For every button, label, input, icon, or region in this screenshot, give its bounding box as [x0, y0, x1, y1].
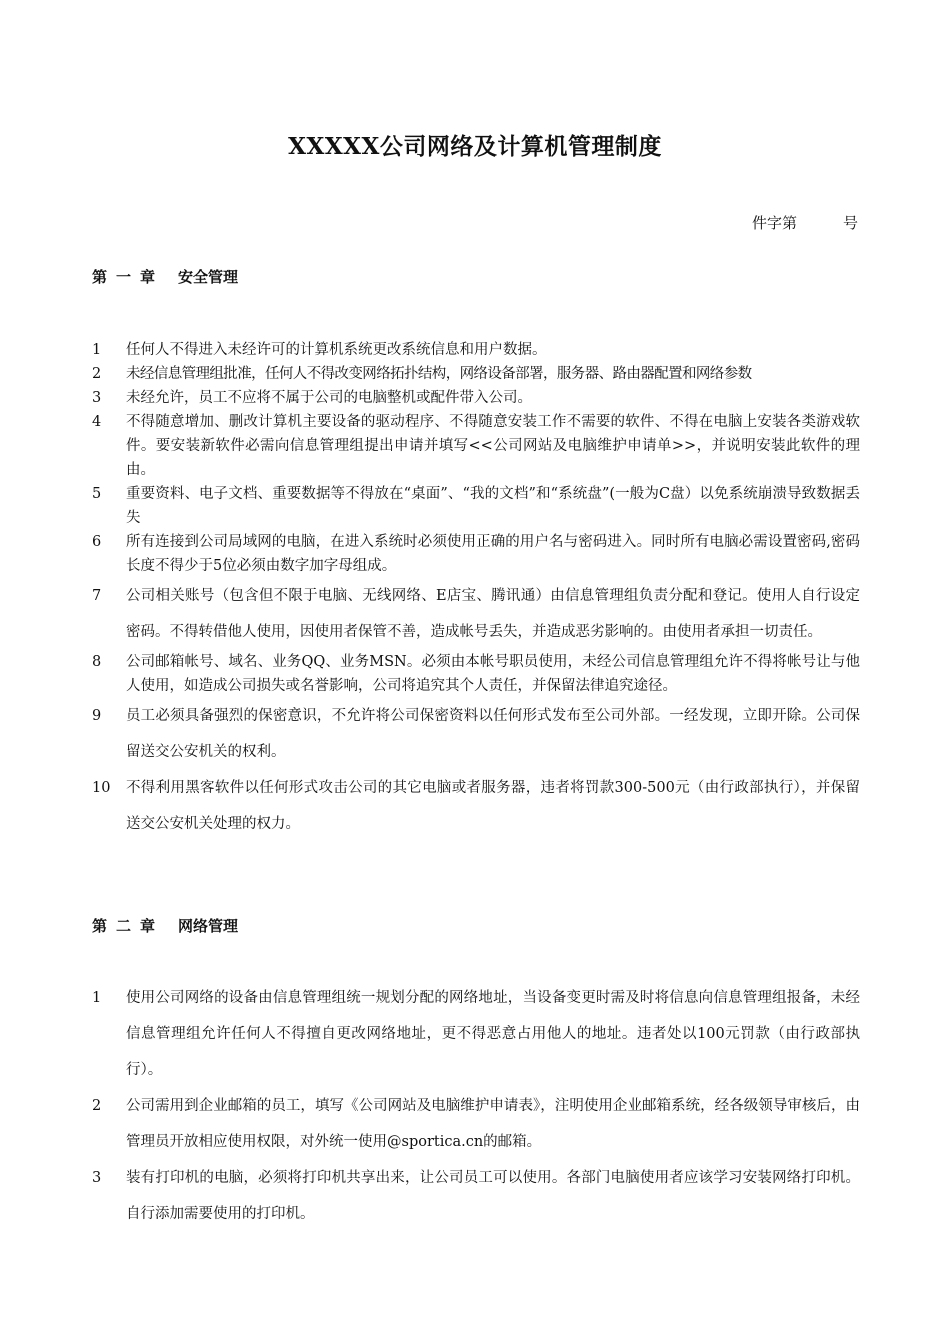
item-text: 员工必须具备强烈的保密意识，不允许将公司保密资料以任何形式发布至公司外部。一经发现，立即开除。公司保留送交公安机关的权利。 [126, 708, 860, 760]
item-number: 5 [92, 486, 102, 502]
chapter-name: 安全管理 [178, 268, 239, 286]
chapter-item-list [92, 338, 860, 842]
list-item [92, 410, 860, 482]
chapter-number: 第一章 [92, 268, 165, 286]
doc-number-suffix: 号 [842, 214, 858, 232]
list-item [92, 770, 860, 842]
item-number: 9 [92, 708, 102, 724]
list-item [92, 1160, 860, 1232]
list-item [92, 386, 860, 410]
item-number: 2 [92, 1098, 102, 1114]
item-text: 不得随意增加、删改计算机主要设备的驱动程序、不得随意安装工作不需要的软件、不得在电脑上安装各类游戏软件。要安装新软件必需向信息管理组提出申请并填写<<公司网站及电脑维护申请单>>，并说明安装此软件的理由。 [126, 414, 860, 478]
chapter-heading [92, 915, 238, 936]
item-number: 10 [92, 780, 111, 796]
item-text: 未经允许，员工不应将不属于公司的电脑整机或配件带入公司。 [126, 390, 532, 406]
item-text: 所有连接到公司局域网的电脑，在进入系统时必须使用正确的用户名与密码进入。同时所有电脑必需设置密码,密码长度不得少于5位必须由数字加字母组成。 [126, 534, 860, 574]
item-text: 装有打印机的电脑，必须将打印机共享出来，让公司员工可以使用。各部门电脑使用者应该学习安装网络打印机。自行添加需要使用的打印机。 [126, 1170, 860, 1222]
list-item [92, 482, 860, 530]
item-number: 7 [92, 588, 102, 604]
document-title: XXXXX公司网络及计算机管理制度 [288, 133, 662, 160]
item-number: 6 [92, 534, 102, 550]
item-number: 3 [92, 390, 102, 406]
list-item [92, 338, 860, 362]
item-number: 3 [92, 1170, 102, 1186]
item-text: 公司相关账号（包含但不限于电脑、无线网络、E店宝、腾讯通）由信息管理组负责分配和登记。使用人自行设定密码。不得转借他人使用，因使用者保管不善，造成帐号丢失，并造成恶劣影响的。由使用者承担一切责任。 [126, 588, 860, 640]
item-text: 公司需用到企业邮箱的员工，填写《公司网站及电脑维护申请表》，注明使用企业邮箱系统，经各级领导审核后，由管理员开放相应使用权限，对外统一使用@sportica.cn的邮箱。 [126, 1098, 860, 1150]
item-text: 重要资料、电子文档、重要数据等不得放在“桌面”、“我的文档”和“系统盘”(一般为C盘）以免系统崩溃导致数据丢失 [126, 486, 860, 526]
chapter-name: 网络管理 [178, 917, 239, 935]
list-item [92, 578, 860, 650]
doc-number-prefix: 件字第 [751, 214, 797, 232]
item-number: 8 [92, 654, 102, 670]
item-number: 2 [92, 366, 102, 382]
document-number [752, 212, 858, 233]
list-item [92, 650, 860, 698]
list-item [92, 980, 860, 1088]
list-item [92, 362, 860, 386]
item-number: 1 [92, 342, 102, 358]
item-number: 4 [92, 414, 102, 430]
chapter-heading [92, 266, 238, 287]
item-text: 使用公司网络的设备由信息管理组统一规划分配的网络地址，当设备变更时需及时将信息向信息管理组报备，未经信息管理组允许任何人不得擅自更改网络地址，更不得恶意占用他人的地址。违者处以100元罚款（由行政部执行）。 [126, 990, 860, 1078]
list-item [92, 530, 860, 578]
item-text: 任何人不得进入未经许可的计算机系统更改系统信息和用户数据。 [126, 342, 547, 358]
item-text: 公司邮箱帐号、域名、业务QQ、业务MSN。必须由本帐号职员使用，未经公司信息管理组允许不得将帐号让与他人使用，如造成公司损失或名誉影响，公司将追究其个人责任，并保留法律追究途径。 [126, 654, 860, 694]
list-item [92, 1088, 860, 1160]
item-text: 未经信息管理组批准，任何人不得改变网络拓扑结构，网络设备部署，服务器、路由器配置和网络参数 [126, 366, 752, 382]
item-number: 1 [92, 990, 102, 1006]
item-text: 不得利用黑客软件以任何形式攻击公司的其它电脑或者服务器，违者将罚款300-500元（由行政部执行），并保留送交公安机关处理的权力。 [126, 780, 860, 832]
chapter-item-list [92, 980, 860, 1232]
chapter-number: 第二章 [92, 917, 165, 935]
list-item [92, 698, 860, 770]
